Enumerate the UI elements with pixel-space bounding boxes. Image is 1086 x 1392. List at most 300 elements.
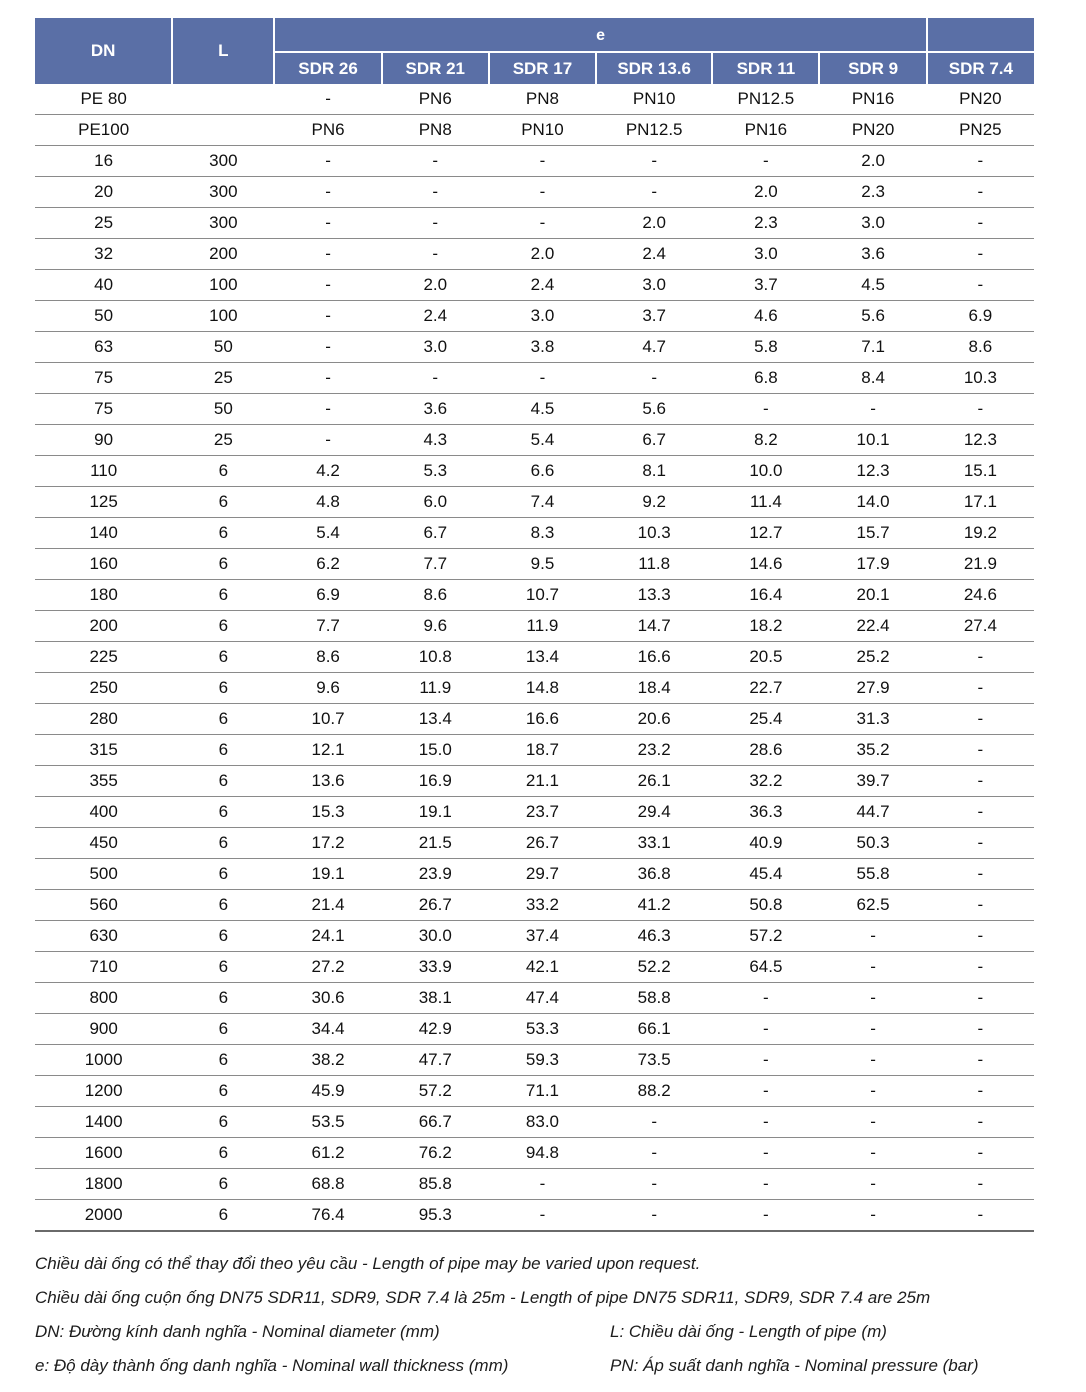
cell-value: 12.1 <box>274 735 381 766</box>
cell-value: 7.7 <box>274 611 381 642</box>
cell-value: 44.7 <box>819 797 926 828</box>
cell-value: 15.7 <box>819 518 926 549</box>
legend-pn: PN: Áp suất danh nghĩa - Nominal pressure (bar) <box>610 1356 979 1375</box>
cell-dn: 160 <box>35 549 172 580</box>
cell-value: - <box>712 394 819 425</box>
cell-value: - <box>927 983 1034 1014</box>
cell-value: - <box>927 1014 1034 1045</box>
cell-value: 27.2 <box>274 952 381 983</box>
cell-value: - <box>274 301 381 332</box>
table-row <box>35 673 1034 704</box>
cell-value: 14.0 <box>819 487 926 518</box>
cell-length: 200 <box>172 239 274 270</box>
cell-length: 6 <box>172 518 274 549</box>
table-row <box>35 1107 1034 1138</box>
cell-length: 25 <box>172 363 274 394</box>
cell-value: 3.7 <box>596 301 712 332</box>
cell-value: 5.6 <box>819 301 926 332</box>
cell-value: - <box>927 270 1034 301</box>
table-row <box>35 580 1034 611</box>
header-sdr-21: SDR 21 <box>382 52 489 84</box>
table-body <box>35 84 1034 1231</box>
cell-value: 22.7 <box>712 673 819 704</box>
cell-length: 6 <box>172 1045 274 1076</box>
cell-value: 8.4 <box>819 363 926 394</box>
cell-value: 45.9 <box>274 1076 381 1107</box>
cell-value: 30.6 <box>274 983 381 1014</box>
cell-length: 300 <box>172 177 274 208</box>
cell-value: 45.4 <box>712 859 819 890</box>
cell-value: 34.4 <box>274 1014 381 1045</box>
note-length-varied: Chiều dài ống có thể thay đổi theo yêu cầu - Length of pipe may be varied upon request. <box>35 1254 701 1273</box>
cell-value: 5.3 <box>382 456 489 487</box>
cell-value: 10.7 <box>274 704 381 735</box>
cell-value: 24.1 <box>274 921 381 952</box>
cell-value: 10.8 <box>382 642 489 673</box>
cell-value: 3.0 <box>712 239 819 270</box>
cell-value: 42.1 <box>489 952 596 983</box>
cell-dn: 63 <box>35 332 172 363</box>
table-row <box>35 1045 1034 1076</box>
table-row <box>35 332 1034 363</box>
cell-length <box>172 115 274 146</box>
cell-dn: 1600 <box>35 1138 172 1169</box>
cell-value: 21.1 <box>489 766 596 797</box>
cell-value: 8.3 <box>489 518 596 549</box>
note-coil-length: Chiều dài ống cuộn ống DN75 SDR11, SDR9, SDR 7.4 là 25m - Length of pipe DN75 SDR11, SDR9, SDR 7.4 are 25m <box>35 1288 931 1307</box>
cell-value: 13.6 <box>274 766 381 797</box>
cell-value: - <box>382 363 489 394</box>
cell-dn: 900 <box>35 1014 172 1045</box>
table-header <box>35 18 1034 84</box>
table-row <box>35 642 1034 673</box>
cell-dn: 450 <box>35 828 172 859</box>
cell-value: 50.3 <box>819 828 926 859</box>
cell-value: 20.5 <box>712 642 819 673</box>
cell-value: 38.2 <box>274 1045 381 1076</box>
cell-value: 10.3 <box>927 363 1034 394</box>
cell-value: 2.3 <box>819 177 926 208</box>
header-sdr-9: SDR 9 <box>819 52 926 84</box>
cell-dn: 560 <box>35 890 172 921</box>
table-row <box>35 1014 1034 1045</box>
pipe-spec-table <box>35 18 1034 1232</box>
cell-value: PN12.5 <box>712 84 819 115</box>
cell-value: - <box>274 177 381 208</box>
cell-value: 2.0 <box>382 270 489 301</box>
table-row <box>35 766 1034 797</box>
cell-length: 100 <box>172 270 274 301</box>
cell-value: - <box>927 828 1034 859</box>
cell-length: 6 <box>172 1138 274 1169</box>
cell-value: 25.2 <box>819 642 926 673</box>
cell-value: 16.6 <box>489 704 596 735</box>
cell-length: 300 <box>172 208 274 239</box>
cell-value: - <box>927 1200 1034 1232</box>
table-row <box>35 177 1034 208</box>
table-row <box>35 611 1034 642</box>
table-row <box>35 890 1034 921</box>
cell-dn: 75 <box>35 363 172 394</box>
cell-value: 15.1 <box>927 456 1034 487</box>
cell-length: 6 <box>172 487 274 518</box>
cell-dn: PE100 <box>35 115 172 146</box>
cell-value: 9.6 <box>274 673 381 704</box>
cell-value: 5.8 <box>712 332 819 363</box>
header-sdr-13-6: SDR 13.6 <box>596 52 712 84</box>
cell-value: 9.5 <box>489 549 596 580</box>
cell-dn: 280 <box>35 704 172 735</box>
cell-value: 20.1 <box>819 580 926 611</box>
cell-value: PN10 <box>596 84 712 115</box>
cell-value: 3.6 <box>382 394 489 425</box>
cell-value: 18.2 <box>712 611 819 642</box>
table-row <box>35 146 1034 177</box>
cell-value: 13.4 <box>489 642 596 673</box>
cell-value: 10.1 <box>819 425 926 456</box>
cell-dn: 800 <box>35 983 172 1014</box>
cell-value: 6.8 <box>712 363 819 394</box>
cell-value: 4.5 <box>489 394 596 425</box>
cell-value: 58.8 <box>596 983 712 1014</box>
table-row <box>35 270 1034 301</box>
cell-value: 23.9 <box>382 859 489 890</box>
cell-value: - <box>927 1076 1034 1107</box>
cell-value: 73.5 <box>596 1045 712 1076</box>
cell-length: 6 <box>172 1076 274 1107</box>
cell-value: - <box>819 1014 926 1045</box>
cell-value: 66.7 <box>382 1107 489 1138</box>
cell-value: 4.8 <box>274 487 381 518</box>
header-l: L <box>172 18 274 84</box>
cell-value: 16.9 <box>382 766 489 797</box>
legend-dn: DN: Đường kính danh nghĩa - Nominal diameter (mm) <box>35 1322 440 1341</box>
cell-value: - <box>596 1107 712 1138</box>
cell-value: - <box>927 890 1034 921</box>
cell-value: 5.4 <box>274 518 381 549</box>
header-sdr-17: SDR 17 <box>489 52 596 84</box>
cell-value: 10.7 <box>489 580 596 611</box>
table-row <box>35 952 1034 983</box>
cell-value: 6.0 <box>382 487 489 518</box>
cell-value: - <box>927 1045 1034 1076</box>
cell-value: - <box>927 921 1034 952</box>
cell-value: - <box>712 1076 819 1107</box>
cell-value: 6.7 <box>596 425 712 456</box>
cell-dn: 1400 <box>35 1107 172 1138</box>
cell-value: 47.7 <box>382 1045 489 1076</box>
cell-length: 6 <box>172 1014 274 1045</box>
cell-value: 5.6 <box>596 394 712 425</box>
cell-value: 8.6 <box>274 642 381 673</box>
cell-value: 76.4 <box>274 1200 381 1232</box>
cell-value: - <box>712 1200 819 1232</box>
grade-row <box>35 84 1034 115</box>
cell-value: 57.2 <box>382 1076 489 1107</box>
cell-dn: 225 <box>35 642 172 673</box>
legend-e: e: Độ dày thành ống danh nghĩa - Nominal wall thickness (mm) <box>35 1356 509 1375</box>
cell-length: 100 <box>172 301 274 332</box>
cell-value: 26.7 <box>382 890 489 921</box>
cell-value: - <box>596 1169 712 1200</box>
cell-value: - <box>596 363 712 394</box>
cell-value: 20.6 <box>596 704 712 735</box>
table-row <box>35 828 1034 859</box>
cell-value: PN20 <box>927 84 1034 115</box>
cell-value: - <box>819 394 926 425</box>
cell-value: 3.6 <box>819 239 926 270</box>
cell-value: - <box>927 208 1034 239</box>
table-row <box>35 301 1034 332</box>
cell-value: - <box>382 146 489 177</box>
cell-value: - <box>489 1169 596 1200</box>
cell-value: 59.3 <box>489 1045 596 1076</box>
cell-value: - <box>819 1076 926 1107</box>
cell-value: - <box>927 704 1034 735</box>
cell-value: 5.4 <box>489 425 596 456</box>
cell-value: - <box>489 208 596 239</box>
cell-length: 6 <box>172 549 274 580</box>
cell-value: - <box>596 177 712 208</box>
cell-value: - <box>819 1045 926 1076</box>
cell-dn: 315 <box>35 735 172 766</box>
cell-length <box>172 84 274 115</box>
cell-value: 9.6 <box>382 611 489 642</box>
cell-value: - <box>927 239 1034 270</box>
cell-value: 8.1 <box>596 456 712 487</box>
cell-value: - <box>274 394 381 425</box>
cell-dn: 400 <box>35 797 172 828</box>
cell-length: 6 <box>172 1107 274 1138</box>
cell-dn: 75 <box>35 394 172 425</box>
cell-value: 3.0 <box>596 270 712 301</box>
cell-length: 6 <box>172 921 274 952</box>
cell-value: - <box>596 1200 712 1232</box>
cell-value: 95.3 <box>382 1200 489 1232</box>
cell-value: 26.7 <box>489 828 596 859</box>
cell-value: 7.1 <box>819 332 926 363</box>
cell-value: PN16 <box>712 115 819 146</box>
cell-dn: 16 <box>35 146 172 177</box>
cell-value: 62.5 <box>819 890 926 921</box>
cell-length: 6 <box>172 983 274 1014</box>
table-row <box>35 363 1034 394</box>
table-row <box>35 208 1034 239</box>
cell-value: - <box>927 1169 1034 1200</box>
cell-length: 6 <box>172 673 274 704</box>
table-row <box>35 983 1034 1014</box>
cell-value: 26.1 <box>596 766 712 797</box>
cell-value: 83.0 <box>489 1107 596 1138</box>
cell-value: 14.7 <box>596 611 712 642</box>
header-sdr-11: SDR 11 <box>712 52 819 84</box>
cell-value: 10.0 <box>712 456 819 487</box>
cell-value: 3.0 <box>489 301 596 332</box>
cell-value: 33.9 <box>382 952 489 983</box>
cell-value: - <box>274 239 381 270</box>
cell-value: 10.3 <box>596 518 712 549</box>
cell-value: 8.6 <box>382 580 489 611</box>
cell-value: - <box>819 1107 926 1138</box>
cell-value: 2.0 <box>819 146 926 177</box>
cell-value: 3.8 <box>489 332 596 363</box>
cell-length: 6 <box>172 859 274 890</box>
cell-value: - <box>819 1138 926 1169</box>
cell-value: 68.8 <box>274 1169 381 1200</box>
cell-value: - <box>712 1045 819 1076</box>
cell-value: - <box>274 84 381 115</box>
cell-value: 29.4 <box>596 797 712 828</box>
cell-dn: 50 <box>35 301 172 332</box>
cell-value: 19.2 <box>927 518 1034 549</box>
cell-value: - <box>927 735 1034 766</box>
cell-value: 28.6 <box>712 735 819 766</box>
cell-value: 41.2 <box>596 890 712 921</box>
cell-length: 6 <box>172 952 274 983</box>
cell-value: - <box>819 952 926 983</box>
table-row <box>35 394 1034 425</box>
cell-value: - <box>927 394 1034 425</box>
cell-value: 47.4 <box>489 983 596 1014</box>
cell-value: - <box>927 1138 1034 1169</box>
cell-value: 4.7 <box>596 332 712 363</box>
cell-value: 27.4 <box>927 611 1034 642</box>
cell-length: 6 <box>172 890 274 921</box>
table-row <box>35 797 1034 828</box>
cell-dn: 25 <box>35 208 172 239</box>
cell-value: 50.8 <box>712 890 819 921</box>
cell-dn: 1000 <box>35 1045 172 1076</box>
cell-value: - <box>712 1014 819 1045</box>
cell-length: 6 <box>172 797 274 828</box>
cell-value: 9.2 <box>596 487 712 518</box>
table-row <box>35 1076 1034 1107</box>
table-row <box>35 859 1034 890</box>
cell-value: - <box>274 425 381 456</box>
header-sdr-7-4: SDR 7.4 <box>927 52 1034 84</box>
cell-value: 7.4 <box>489 487 596 518</box>
cell-value: PN20 <box>819 115 926 146</box>
cell-length: 6 <box>172 580 274 611</box>
cell-value: 88.2 <box>596 1076 712 1107</box>
cell-value: 8.2 <box>712 425 819 456</box>
cell-value: 19.1 <box>274 859 381 890</box>
cell-value: - <box>274 208 381 239</box>
cell-length: 6 <box>172 1169 274 1200</box>
cell-dn: 2000 <box>35 1200 172 1232</box>
cell-value: 6.9 <box>927 301 1034 332</box>
cell-value: - <box>489 177 596 208</box>
cell-value: PN10 <box>489 115 596 146</box>
cell-value: 7.7 <box>382 549 489 580</box>
cell-value: PN8 <box>382 115 489 146</box>
cell-dn: 710 <box>35 952 172 983</box>
cell-value: 21.9 <box>927 549 1034 580</box>
table-row <box>35 735 1034 766</box>
cell-value: 33.2 <box>489 890 596 921</box>
cell-value: 2.0 <box>596 208 712 239</box>
cell-value: - <box>382 177 489 208</box>
cell-value: 38.1 <box>382 983 489 1014</box>
cell-value: - <box>927 146 1034 177</box>
table-row <box>35 1200 1034 1232</box>
table-row <box>35 239 1034 270</box>
cell-value: PN6 <box>382 84 489 115</box>
grade-row <box>35 115 1034 146</box>
cell-length: 25 <box>172 425 274 456</box>
table-row <box>35 1169 1034 1200</box>
header-sdr-26: SDR 26 <box>274 52 381 84</box>
cell-value: 3.0 <box>382 332 489 363</box>
cell-value: - <box>274 270 381 301</box>
table-row <box>35 456 1034 487</box>
cell-value: PN8 <box>489 84 596 115</box>
cell-value: PN16 <box>819 84 926 115</box>
cell-value: 11.9 <box>489 611 596 642</box>
cell-value: - <box>819 921 926 952</box>
cell-value: - <box>274 332 381 363</box>
cell-value: - <box>927 859 1034 890</box>
cell-value: - <box>712 1169 819 1200</box>
cell-value: 2.4 <box>382 301 489 332</box>
cell-value: 3.7 <box>712 270 819 301</box>
table-row <box>35 518 1034 549</box>
header-dn: DN <box>35 18 172 84</box>
cell-value: 31.3 <box>819 704 926 735</box>
cell-value: - <box>274 146 381 177</box>
cell-length: 6 <box>172 704 274 735</box>
cell-value: 3.0 <box>819 208 926 239</box>
cell-value: 35.2 <box>819 735 926 766</box>
cell-value: - <box>489 1200 596 1232</box>
table-row <box>35 1138 1034 1169</box>
cell-value: 94.8 <box>489 1138 596 1169</box>
cell-value: 57.2 <box>712 921 819 952</box>
cell-value: - <box>712 1107 819 1138</box>
cell-value: - <box>489 146 596 177</box>
cell-value: 23.7 <box>489 797 596 828</box>
header-e-blank <box>927 18 1034 52</box>
cell-value: 4.2 <box>274 456 381 487</box>
cell-value: 4.5 <box>819 270 926 301</box>
table-row <box>35 425 1034 456</box>
cell-dn: 20 <box>35 177 172 208</box>
cell-value: 6.9 <box>274 580 381 611</box>
cell-value: 53.5 <box>274 1107 381 1138</box>
cell-value: 52.2 <box>596 952 712 983</box>
cell-value: 27.9 <box>819 673 926 704</box>
cell-length: 6 <box>172 735 274 766</box>
cell-value: 12.3 <box>927 425 1034 456</box>
cell-value: - <box>819 1169 926 1200</box>
cell-value: 17.9 <box>819 549 926 580</box>
cell-value: 11.8 <box>596 549 712 580</box>
cell-value: - <box>712 983 819 1014</box>
cell-dn: 90 <box>35 425 172 456</box>
table-row <box>35 704 1034 735</box>
cell-value: 85.8 <box>382 1169 489 1200</box>
cell-value: 12.7 <box>712 518 819 549</box>
cell-value: - <box>712 1138 819 1169</box>
cell-dn: 355 <box>35 766 172 797</box>
cell-value: 17.1 <box>927 487 1034 518</box>
cell-value: 30.0 <box>382 921 489 952</box>
cell-value: - <box>382 239 489 270</box>
cell-value: 2.0 <box>712 177 819 208</box>
cell-value: 29.7 <box>489 859 596 890</box>
cell-dn: 110 <box>35 456 172 487</box>
cell-length: 6 <box>172 642 274 673</box>
